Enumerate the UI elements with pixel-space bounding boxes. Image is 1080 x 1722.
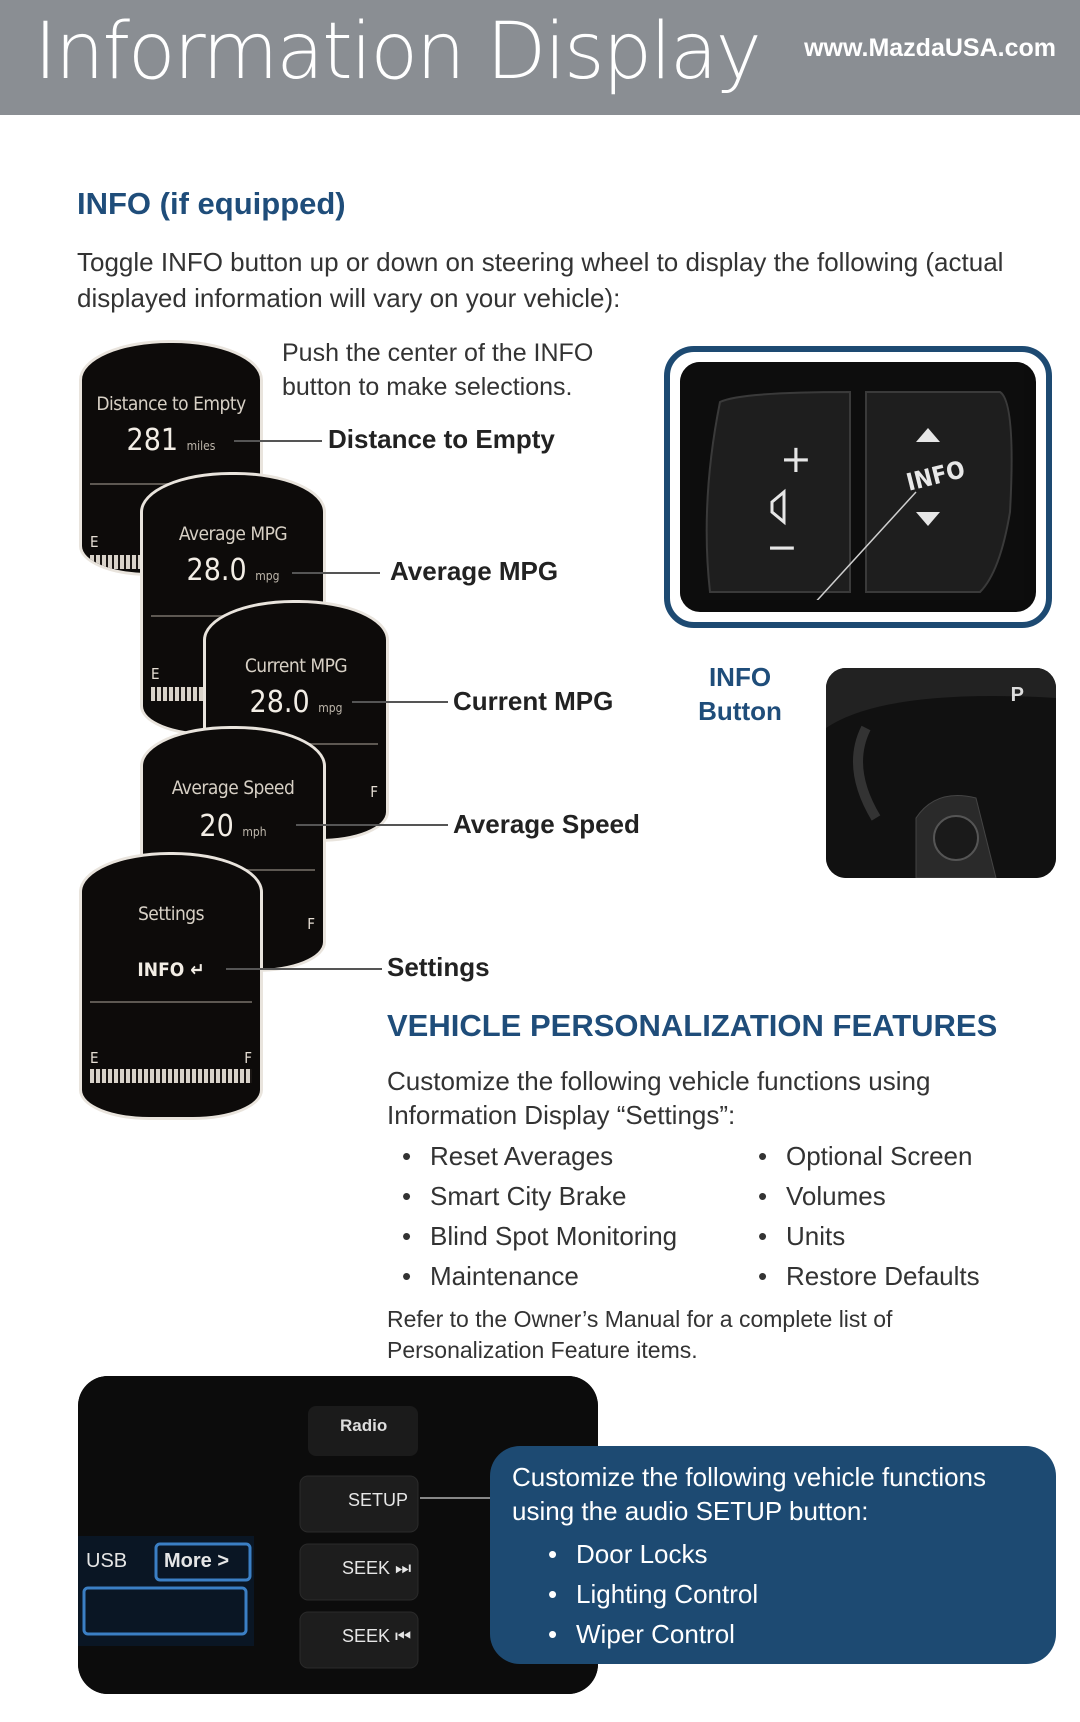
screen-value: 28.0 mpg bbox=[249, 685, 343, 720]
website-url: www.MazdaUSA.com bbox=[804, 34, 1056, 62]
gauge-full-label: F bbox=[244, 1049, 252, 1067]
owners-manual-note: Refer to the Owner’s Manual for a complete list of Personalization Feature items. bbox=[387, 1306, 893, 1363]
gauge-empty-label: E bbox=[90, 533, 99, 551]
screen-value: 281 miles bbox=[126, 423, 216, 458]
callout-settings: Settings bbox=[387, 952, 490, 982]
personalization-heading: VEHICLE PERSONALIZATION FEATURES bbox=[387, 1008, 998, 1043]
info-heading: INFO (if equipped) bbox=[77, 186, 346, 221]
personalization-intro: Customize the following vehicle functions using Information Display “Settings”: bbox=[387, 1066, 931, 1130]
callout-average-mpg: Average MPG bbox=[390, 556, 559, 586]
callout-current-mpg: Current MPG bbox=[453, 686, 614, 716]
steering-controls-illustration bbox=[680, 362, 1024, 600]
fuel-gauge bbox=[90, 1069, 252, 1083]
list-item: • Optional Screen bbox=[756, 1136, 980, 1176]
screen-label: Settings bbox=[137, 903, 205, 925]
list-item: • Volumes bbox=[756, 1176, 980, 1216]
svg-text:+: + bbox=[780, 437, 812, 481]
screen-settings bbox=[79, 852, 263, 1120]
page-title: Information Display bbox=[34, 7, 760, 97]
more-label: More > bbox=[164, 1550, 230, 1572]
audio-setup-list bbox=[546, 1534, 758, 1654]
gauge-empty-label: E bbox=[151, 665, 160, 683]
list-item: • Door Locks bbox=[546, 1534, 758, 1574]
list-item: • Units bbox=[756, 1216, 980, 1256]
leader-line bbox=[292, 572, 380, 574]
list-item: • Maintenance bbox=[400, 1256, 677, 1296]
callout-distance-to-empty: Distance to Empty bbox=[328, 424, 555, 454]
screen-divider bbox=[90, 1001, 252, 1003]
list-item: • Restore Defaults bbox=[756, 1256, 980, 1296]
leader-line bbox=[226, 968, 382, 970]
leader-line bbox=[296, 824, 448, 826]
screen-label: Distance to Empty bbox=[96, 393, 246, 415]
list-item: • Smart City Brake bbox=[400, 1176, 677, 1216]
list-item: • Reset Averages bbox=[400, 1136, 677, 1176]
setup-button-label: SETUP bbox=[348, 1490, 409, 1510]
screen-value: INFO ↵ bbox=[137, 959, 205, 981]
personalization-list-left bbox=[400, 1136, 677, 1296]
leader-line bbox=[352, 701, 448, 703]
screen-value: 20 mph bbox=[199, 809, 267, 844]
list-item: • Lighting Control bbox=[546, 1574, 758, 1614]
audio-setup-text: Customize the following vehicle functions using the audio SETUP button: bbox=[512, 1462, 987, 1526]
info-button-label-line1: INFO bbox=[708, 662, 772, 692]
info-button-text: INFO bbox=[903, 455, 968, 497]
info-intro: Toggle INFO button up or down on steering wheel to display the following (actual displayed information will vary on your vehicle): bbox=[77, 247, 1004, 313]
radio-label: Radio bbox=[340, 1416, 388, 1435]
audio-setup-callout bbox=[490, 1446, 1056, 1664]
push-center-note: Push the center of the INFO button to make selections. bbox=[282, 339, 594, 401]
gauge-full-label: F bbox=[307, 915, 315, 933]
leader-line bbox=[234, 440, 322, 442]
usb-label: USB bbox=[86, 1550, 128, 1572]
callout-average-speed: Average Speed bbox=[453, 809, 640, 839]
steering-controls-photo bbox=[680, 362, 1036, 612]
page-header bbox=[0, 0, 1080, 115]
info-button-zoom-frame bbox=[664, 346, 1052, 628]
screen-label: Current MPG bbox=[244, 655, 348, 677]
steering-wheel-photo bbox=[826, 668, 1056, 878]
info-button-label-line2: Button bbox=[698, 696, 782, 726]
screen-value: 28.0 mpg bbox=[186, 553, 280, 588]
gauge-full-label: F bbox=[370, 783, 378, 801]
svg-text:−: − bbox=[766, 525, 798, 569]
list-item: • Wiper Control bbox=[546, 1614, 758, 1654]
screen-label: Average MPG bbox=[178, 523, 288, 545]
seek-up-label: SEEK ⏭ bbox=[342, 1558, 412, 1578]
gear-indicator-text: P bbox=[1010, 684, 1024, 706]
gauge-empty-label: E bbox=[90, 1049, 99, 1067]
seek-down-label: SEEK ⏮ bbox=[342, 1626, 412, 1646]
list-item: • Blind Spot Monitoring bbox=[400, 1216, 677, 1256]
info-button-label bbox=[685, 660, 795, 728]
personalization-list-right bbox=[756, 1136, 980, 1296]
screen-label: Average Speed bbox=[171, 777, 295, 799]
leader-line bbox=[420, 1497, 496, 1499]
